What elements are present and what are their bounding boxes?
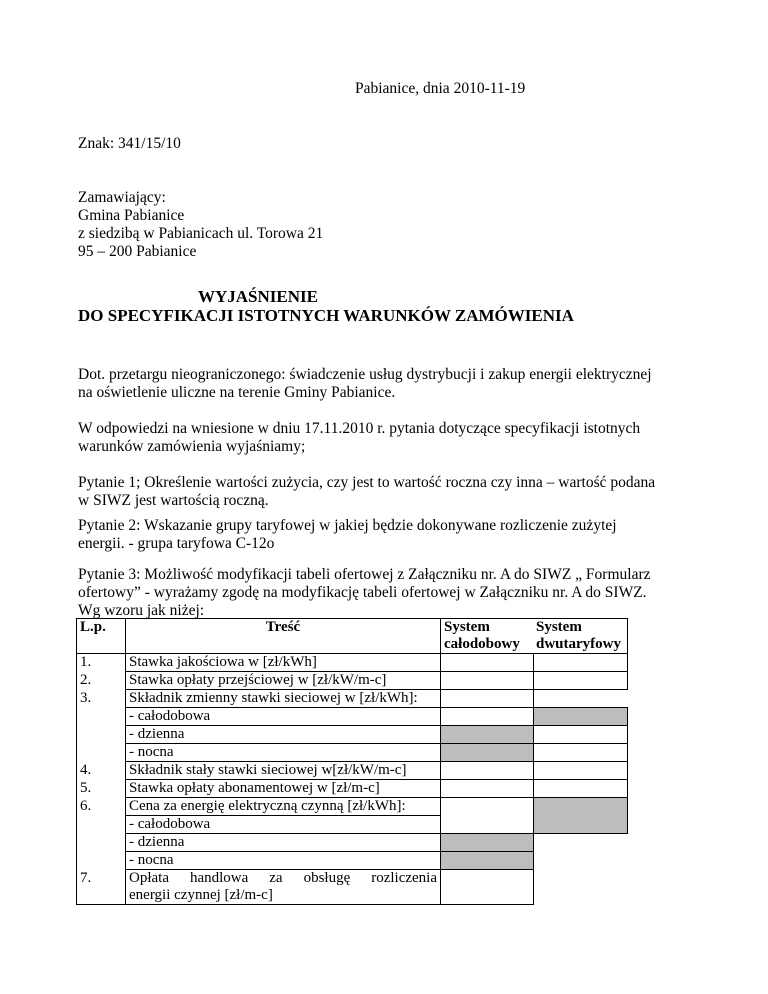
row-4-sys2 <box>533 762 628 780</box>
row-6a-sys1 <box>441 816 534 834</box>
header-lp: L.p. <box>77 619 126 654</box>
row-6c-sys2 <box>533 852 628 870</box>
header-tresc: Treść <box>126 619 441 654</box>
question-2 <box>78 517 617 553</box>
question-1-line-1: Pytanie 1; Określenie wartości zużycia, czy jest to wartość roczna czy inna – wartość podana <box>78 474 656 491</box>
header-system-2 <box>533 619 628 654</box>
question-3 <box>78 566 651 620</box>
row-4-text: Składnik stały stawki sieciowej w[zł/kW/m-c] <box>126 762 441 780</box>
question-2-line-2: energii. - grupa taryfowa C-12o <box>78 535 275 552</box>
row-3b-lp <box>77 726 126 744</box>
row-6c-sys1-shaded <box>441 852 534 870</box>
subject-line-1: Dot. przetargu nieograniczonego: świadczenie usług dystrybucji i zakup energii elektrycznej <box>78 366 652 383</box>
header-system-1-line-1: System <box>444 619 490 635</box>
orderer-block <box>78 189 323 261</box>
row-6a-lp <box>77 816 126 834</box>
row-3-lp: 3. <box>77 690 126 708</box>
row-3a-lp <box>77 708 126 726</box>
row-3c-text: - nocna <box>126 744 441 762</box>
row-6b-text: - dzienna <box>126 834 441 852</box>
question-1-line-2: w SIWZ jest wartością roczną. <box>78 492 269 509</box>
document-title <box>78 287 574 325</box>
table-header-row <box>77 619 628 654</box>
row-6c-lp <box>77 852 126 870</box>
title-line-1: WYJAŚNIENIE <box>198 287 318 306</box>
table-row <box>77 744 628 762</box>
row-7-sys1 <box>441 870 534 905</box>
row-1-sys2 <box>533 654 628 672</box>
row-6-text: Cena za energię elektryczną czynną [zł/kWh]: <box>126 798 441 816</box>
row-3c-sys1-shaded <box>441 744 534 762</box>
row-3c-sys2 <box>533 744 628 762</box>
offer-table <box>76 618 628 905</box>
row-6b-sys2 <box>533 834 628 852</box>
row-6c-text: - nocna <box>126 852 441 870</box>
subject-paragraph <box>78 366 652 402</box>
header-system-2-line-2: dwutaryfowy <box>536 636 621 652</box>
row-3-sys1 <box>441 690 534 708</box>
table-row <box>77 852 628 870</box>
question-3-line-3: Wg wzoru jak niżej: <box>78 602 205 619</box>
row-4-sys1 <box>441 762 534 780</box>
row-3a-sys2-shaded <box>533 708 628 726</box>
row-6-sys2-shaded <box>533 798 628 816</box>
row-3a-sys1 <box>441 708 534 726</box>
row-6-lp: 6. <box>77 798 126 816</box>
table-row <box>77 816 628 834</box>
row-7-text-line-2: energii czynnej [zł/m-c] <box>129 887 273 903</box>
row-3c-lp <box>77 744 126 762</box>
row-7-text <box>126 870 441 905</box>
row-7-lp: 7. <box>77 870 126 905</box>
orderer-name: Gmina Pabianice <box>78 207 185 224</box>
row-3b-sys2 <box>533 726 628 744</box>
row-2-lp: 2. <box>77 672 126 690</box>
row-5-text: Stawka opłaty abonamentowej w [zł/m-c] <box>126 780 441 798</box>
row-5-sys1 <box>441 780 534 798</box>
row-3-sys2 <box>533 690 628 708</box>
row-1-text: Stawka jakościowa w [zł/kWh] <box>126 654 441 672</box>
row-1-lp: 1. <box>77 654 126 672</box>
table-row <box>77 798 628 816</box>
header-system-2-line-1: System <box>536 619 582 635</box>
question-1 <box>78 474 655 510</box>
orderer-postal: 95 – 200 Pabianice <box>78 243 197 260</box>
response-paragraph <box>78 420 640 456</box>
row-6a-text: - całodobowa <box>126 816 441 834</box>
table-row <box>77 690 628 708</box>
table-row <box>77 762 628 780</box>
question-3-line-1: Pytanie 3: Możliwość modyfikacji tabeli ofertowej z Załączniku nr. A do SIWZ „ Formularz <box>78 566 651 583</box>
row-7-sys2 <box>533 870 628 905</box>
orderer-label: Zamawiający: <box>78 189 166 206</box>
response-line-2: warunków zamówienia wyjaśniamy; <box>78 438 306 455</box>
row-6b-lp <box>77 834 126 852</box>
row-3b-sys1-shaded <box>441 726 534 744</box>
question-3-line-2: ofertowy” - wyrażamy zgodę na modyfikację tabeli ofertowej w Załączniku nr. A do SIWZ. <box>78 584 647 601</box>
row-2-sys2 <box>533 672 628 690</box>
orderer-address: z siedzibą w Pabianicach ul. Torowa 21 <box>78 225 324 242</box>
subject-line-2: na oświetlenie uliczne na terenie Gminy Pabianice. <box>78 384 396 401</box>
reference-number: Znak: 341/15/10 <box>78 135 181 152</box>
table-row <box>77 672 628 690</box>
row-5-lp: 5. <box>77 780 126 798</box>
table-row <box>77 708 628 726</box>
row-3b-text: - dzienna <box>126 726 441 744</box>
table-row <box>77 726 628 744</box>
table-row <box>77 654 628 672</box>
table-row <box>77 780 628 798</box>
table-row <box>77 870 628 905</box>
row-6-sys1 <box>441 798 534 816</box>
row-3-text: Składnik zmienny stawki sieciowej w [zł/kWh]: <box>126 690 441 708</box>
row-1-sys1 <box>441 654 534 672</box>
document-date: Pabianice, dnia 2010-11-19 <box>355 80 526 97</box>
table-row <box>77 834 628 852</box>
row-7-text-line-1: Opłata handlowa za obsługę rozliczenia <box>129 870 437 886</box>
row-2-text: Stawka opłaty przejściowej w [zł/kW/m-c] <box>126 672 441 690</box>
header-system-1-line-2: całodobowy <box>444 636 520 652</box>
row-6a-sys2-shaded <box>533 816 628 834</box>
row-6b-sys1-shaded <box>441 834 534 852</box>
row-4-lp: 4. <box>77 762 126 780</box>
question-2-line-1: Pytanie 2: Wskazanie grupy taryfowej w jakiej będzie dokonywane rozliczenie zużytej <box>78 517 617 534</box>
row-2-sys1 <box>441 672 534 690</box>
row-3a-text: - całodobowa <box>126 708 441 726</box>
row-5-sys2 <box>533 780 628 798</box>
header-system-1 <box>441 619 534 654</box>
title-line-2: DO SPECYFIKACJI ISTOTNYCH WARUNKÓW ZAMÓWIENIA <box>78 306 574 325</box>
response-line-1: W odpowiedzi na wniesione w dniu 17.11.2010 r. pytania dotyczące specyfikacji istotnych <box>78 420 641 437</box>
